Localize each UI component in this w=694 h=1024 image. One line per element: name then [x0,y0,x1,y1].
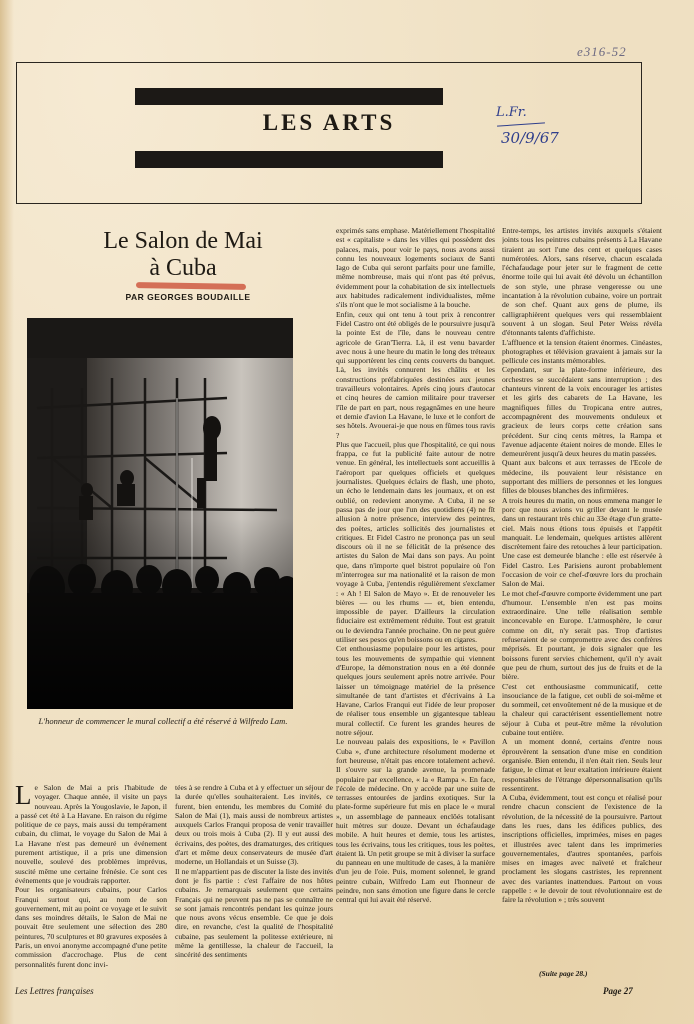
section-banner [16,62,642,204]
red-pencil-mark [136,282,246,290]
mural-scaffold-photo [27,318,293,709]
handwritten-source: L.Fr. [496,105,527,120]
article-photo [27,318,293,709]
banner-bar-top [135,88,443,105]
article-column-4: Entre-temps, les artistes invités auxquels s'étaient joints tous les peintres cubains présents à La Havane tiraient au sort l'une des cent et quelques cases numérotées. Alors, sans réserve, chacun escalada l'échafaudage pour jeter sur le fragment de cette énorme toile qui lui avait été dévolu un échantillon de son style, une phrase vengeresse ou une incantation à la révolution cubaine, voire un portrait de son chef. Quant aux gens de plume, ils calligraphièrent quelques vers qui ressemblaient souvent à un slogan. Seul Peter Weiss révéla d'étonnants talents d'affichiste. L'affluence et la tension étaient énormes. Cinéastes, photographes et télévision gravaient à jamais sur la pellicule ces instants mémorables. Cependant, sur la plate-forme inférieure, des orchestres se succédaient sans interruption ; des chanteurs vinrent de la voix encourager les artistes et les girls des cabarets de La Havane, les magnifiques filles du Tropicana entre autres, accompagnèrent des mouvements onduleux et gracieux de leurs corps cette création sans précédent. Sur cinq cents mètres, la Rampa et l'avenue adjacente étaient noires de monde. Elles le demeurèrent jusqu'à deux heures du matin passées. Quant aux balcons et aux terrasses de l'Ecole de médecine, ils pouvaient leur résistance en supportant des milliers de personnes et les longues filles de blouses blanches des infirmières. A trois heures du matin, on nous emmena manger le porc que nous avions vu griller devant le musée dans un restaurant très chic au 33e étage d'un gratte-ciel. Mais nous étions tous épuisés et l'appétit manquait. Le lendemain, quelques artistes allèrent discrètement faire des retouches à leur participation. Une case est demeurée blanche : elle est réservée à Fidel Castro. Les Parisiens auront probablement l'occasion de voir ce chef-d'œuvre lors du prochain Salon de Mai. Le mot chef-d'œuvre comporte évidemment une part d'humour. L'ensemble n'en est pas moins extraordinaire. Une telle réalisation semble inconcevable en Europe. L'atmosphère, le cœur comme on dit, n'y serait pas. Trop d'artistes refuseraient de se compromettre avec des confrères méprisés. Et pourtant, je dois signaler que les boissons furent servies chichement, qu'il n'y avait que peu de rhum, surtout des jus de fruits et de la bière. C'est cet enthousiasme communicatif, cette insouciance de la fatigue, cet oubli de soi-même et du sommeil, cet envoûtement né de la musique et de la chaleur qui caractérisent essentiellement notre séjour à Cuba et peut-être même la révolution cubaine tout entière. A un moment donné, certains d'entre nous éprouvèrent la sensation d'une mise en condition organisée. Bien entendu, il n'en était rien. Seuls leur fatigue, le climat et leur exaltation intérieure étaient responsables de l'étrange dépersonnalisation qu'ils ressentirent. A Cuba, évidemment, tout est conçu et réalisé pour rendre chacun conscient de l'existence de la révolution, de la nécessité de la poursuivre. Partout dans les rues, dans les édifices publics, des inscriptions officielles, imprimées, mises en pages et illustrées avec talent dans les imprimeries gouvernementales, d'autres spontanées, parfois mises en images avec naïveté et fraîcheur proclament les slogans castristes, les reprennent avec des variantes inattendues. Partout on vous rappelle : « le devoir de tout révolutionnaire est de faire la révolution » ; très souvent [502,226,662,905]
continuation-note: (Suite page 28.) [539,969,588,978]
drop-cap: L [15,783,32,810]
archive-reference: e316-52 [577,44,627,59]
page-edge-shadow [0,0,14,1024]
article-title-line1: Le Salon de Mai [103,228,263,254]
photo-caption: L'honneur de commencer le mural collectif a été réservé à Wilfredo Lam. [38,716,288,726]
article-column-3: exprimés sans emphase. Matériellement l'hospitalité est « capitaliste » dans les villes qui possèdent des palaces, mais, pour voir le pays, nous avons aussi connu les nouveaux logements sociaux de Santi Iago de Cuba qui seront parfaits pour une famille, même nombreuse, mais qui n'ont pas été prévus, évidemment pour la cohabitation de six intellectuels aux habitudes radicalement individualistes, même s'ils n'ont que le mot socialisme à la bouche. Enfin, ceux qui ont tenu à tout prix à rencontrer Fidel Castro ont été obligés de le poursuivre jusqu'à la pointe Est de l'île, dans le nouveau centre agricole de Gran'Tierra. Là, il est venu bavarder avec nous à une heure du matin le long des tréteaux qui supportèrent les cinq cents couverts du banquet. Là, les invités connurent les châlits et les constructions préfabriquées destinées aux jeunes travailleurs volontaires. Après cinq jours d'autocar et cinq heures de camion militaire pour traverser l'île de part en part, nous regagnâmes en une heure et demie d'avion La Havane, le luxe et le confort de ses hôtels. Avouerai-je que nous en fûmes tous ravis ? Plus que l'accueil, plus que l'hospitalité, ce qui nous frappa, ce fut la publicité faite autour de notre venue. En général, les intellectuels sont accueillis à l'aéroport par quelques officiels et quelques journalistes. Quelques éclairs de flash, une photo, un écho le lendemain dans les journaux, et on est oublié, on redevient anonyme. A Cuba, il ne se passa pas de jour que l'un des quotidiens (4) ne fît allusion à notre présence, interview des peintres, des poètes, articles sollicités des journalistes et critiques. Et Fidel Castro ne prononça pas un seul discours où il ne se félicitât de la présence des artistes du Salon de Mai dans son pays. Au point que, dans n'importe quel bistrot populaire où l'on m'interrogea sur ma nationalité et la raison de mon voyage à Cuba, j'entendis régulièrement s'exclamer : « Ah ! El Salon de Mayo ». Et de renouveler les bières — ou les rhums — et, bien entendu, impossible de payer. D'ailleurs la circulation fiduciaire est extrêmement réduite. Tout est gratuit ou le deviendra l'année prochaine. On ne peut guère utiliser ses pesos qu'en boissons ou en cigares. Cet enthousiasme populaire pour les artistes, pour tous les mouvements de sympathie qui viennent d'Europe, la démonstration nous en a été donnée quelques jours seulement après notre arrivée. Pour laisser un témoignage matériel de la présence simultanée de tant d'artistes et d'écrivains à La Havane, Carlos Franqui eut l'idée de leur proposer de réaliser tous ensemble un gigantesque tableau mural collectif. Ce furent les grandes heures de notre séjour. Le nouveau palais des expositions, le « Pavillon Cuba », d'une architecture résolument moderne et fort heureuse, n'était pas encore totalement achevé. Il s'ouvre sur la grande avenue, la promenade populaire par excellence, « la « Rampa ». En face, l'école de médecine. On y accède par une suite de terrasses entourées de jardins exotiques. Sur la plate-forme supérieure fut mis en place le « mural », un assemblage de panneaux enclôés totalisant huit mètres sur douze. Devant un échafaudage mobile. A huit heures et demie, tous les artistes, tous les écrivains, tous les critiques, tous les poètes, étaient là. Un petit groupe se mit à diviser la surface du panneau en une multitude de cases, à la manière d'un jeu de l'oie. Puis, moment solennel, le grand peintre cubain, Wilfredo Lam eut l'honneur de peindre, non sans émotion une figure dans le cercle central qui lui avait été réservé. [336,226,495,905]
banner-bar-bottom [135,151,443,168]
article-title-line2: à Cuba [149,255,217,281]
article-column-2: tées à se rendre à Cuba et à y effectuer un séjour de la durée qu'elles souhaiteraient. Les invités, ce furent, bien entendu, les membres du Comité du Salon de Mai (1), mais aussi de nombreux artistes auxquels Carlos Franqui proposa de venir travailler deux ou trois mois à Cuba (2). Il y eut aussi des écrivains, des poètes, des dramaturges, des critiques d'art et même deux conservateurs de musée d'art moderne, un Hollandais et un Suisse (3). Il ne m'appartient pas de discuter la liste des invités dont je fis partie : c'est l'affaire de nos hôtes cubains. Je remarquais seulement que certains Français qui ne peuvent pas ne pas se connaître ne se sont jamais rencontrés pendant les quinze jours que nous avons vécus ensemble. Ce que je dois dire, en revanche, c'est la qualité de l'hospitalité cubaine, pas seulement la politesse extérieure, ni même la gentillesse, la chaleur de l'accueil, la sincérité des sentiments [175,783,333,960]
publication-name: Les Lettres françaises [15,986,94,996]
byline: PAR GEORGES BOUDAILLE [125,292,251,302]
column-1-text: e Salon de Mai a pris l'habitude de voyager. Chaque année, il visite un pays nouveau. Après la Yougoslavie, le Japon, il a passé cet été à La Havane. En raison du régime politique de ce pays, mais aussi du tempérament cubain, du climat, le voyage du Salon de Mai à La Havane n'est pas demeuré un événement purement artistique, il a pris une dimension nouvelle, soulevé des problèmes imprévus, suscité même une certaine frénésie. Ce sont ces événements que je voudrais rapporter. Pour les organisateurs cubains, pour Carlos Franqui surtout qui, au nom de son gouvernement, mit au point ce voyage et le suivit dans ses moindres détails, le Salon de Mai ne pouvait être seulement une sélection des 280 peintures, 70 sculptures et 80 gravures exposées à Paris, un envoi anonyme accompagné d'une petite commission d'accrochage. Plus de cent personnalités furent donc invi- [15,783,167,969]
handwritten-date: 30/9/67 [501,129,559,147]
page-number: Page 27 [603,986,633,996]
article-column-1 [15,783,167,998]
section-title: LES ARTS [262,110,396,135]
